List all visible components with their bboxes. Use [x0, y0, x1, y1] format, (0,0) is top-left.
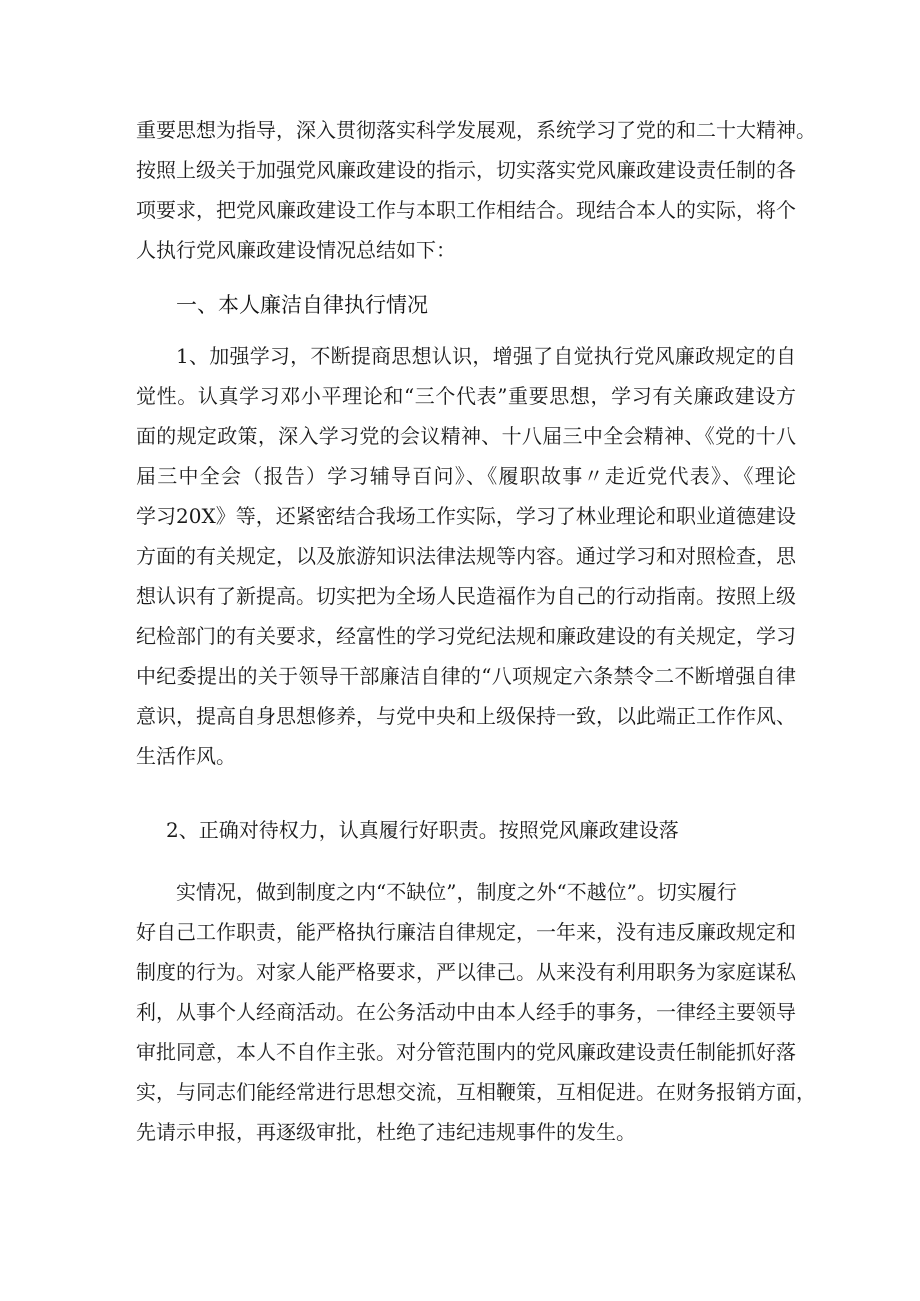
text-line: 中纪委提出的关于领导干部廉洁自律的“八项规定六条禁令二不断增强自律: [136, 664, 796, 688]
text-line: 实情况，做到制度之内“不缺位”，制度之外“不越位”。切实履行: [176, 880, 737, 904]
text-line: 先请示申报，再逐级审批，杜绝了违纪违规事件的发生。: [136, 1120, 636, 1144]
section-heading: 一、本人廉洁自律执行情况: [176, 293, 428, 317]
text-line: 届三中全会（报告）学习辅导百问》、《履职故事〃走近党代表》、《理论: [136, 464, 796, 488]
text-line: 制度的行为。对家人能严格要求，严以律己。从来没有利用职务为家庭谋私: [136, 960, 796, 984]
text-line: 利，从事个人经商活动。在公务活动中由本人经手的事务，一律经主要领导: [136, 1000, 796, 1024]
text-line: 意识，提高自身思想修养，与党中央和上级保持一致，以此端正工作作风、: [136, 704, 796, 728]
text-line: 生活作风。: [136, 744, 236, 768]
text-line: 人执行党风廉政建设情况总结如下：: [136, 238, 456, 262]
text-line: 实，与同志们能经常进行思想交流，互相鞭策，互相促进。在财务报销方面，: [136, 1080, 816, 1104]
text-line: 项要求，把党风廉政建设工作与本职工作相结合。现结合本人的实际，将个: [136, 198, 796, 222]
text-line: 想认识有了新提高。切实把为全场人民造福作为自己的行动指南。按照上级: [136, 584, 796, 608]
text-line: 好自己工作职责，能严格执行廉洁自律规定，一年来，没有违反廉政规定和: [136, 920, 796, 944]
text-line: 面的规定政策，深入学习党的会议精神、十八届三中全会精神、《党的十八: [136, 424, 796, 448]
text-line: 方面的有关规定，以及旅游知识法律法规等内容。通过学习和对照检查，思: [136, 544, 796, 568]
text-line: 按照上级关于加强党风廉政建设的指示，切实落实党风廉政建设责任制的各: [136, 158, 796, 182]
text-line: 重要思想为指导，深入贯彻落实科学发展观，系统学习了党的和二十大精神。: [136, 118, 816, 142]
text-line: 1、加强学习，不断提商思想认识，增强了自觉执行党风廉政规定的自: [176, 344, 796, 368]
text-line: 学习20X》等，还紧密结合我场工作实际，学习了林业理论和职业道德建设: [136, 504, 796, 528]
text-line: 审批同意，本人不自作主张。对分管范围内的党风廉政建设责任制能抓好落: [136, 1040, 796, 1064]
text-line: 觉性。认真学习邓小平理论和“三个代表”重要思想，学习有关廉政建设方: [136, 384, 796, 408]
text-line: 纪检部门的有关要求，经富性的学习党纪法规和廉政建设的有关规定，学习: [136, 624, 796, 648]
text-line: 2、正确对待权力，认真履行好职责。按照党风廉政建设落: [166, 818, 679, 842]
